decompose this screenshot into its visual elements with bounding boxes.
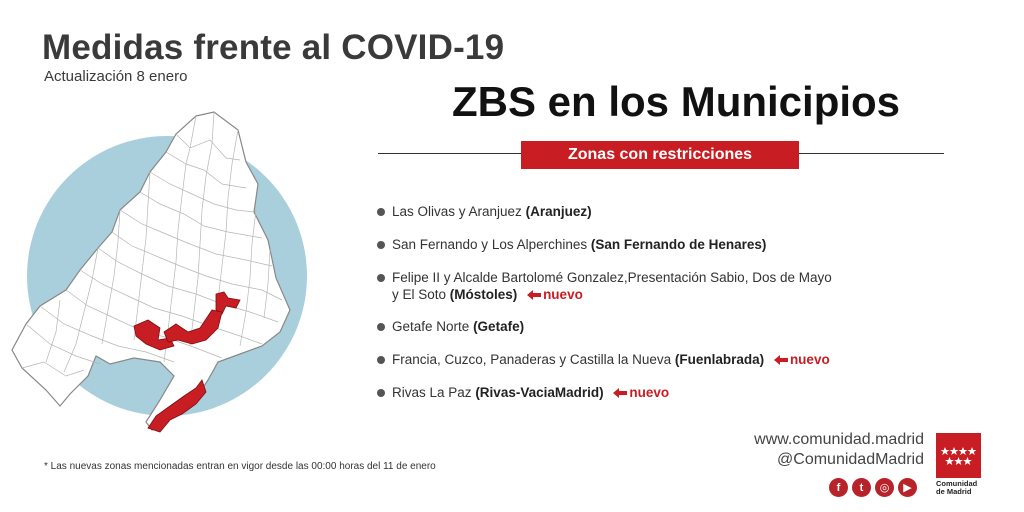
arrow-left-icon xyxy=(774,355,788,365)
new-label: nuevo xyxy=(543,287,583,302)
website-link[interactable]: www.comunidad.madrid xyxy=(754,431,924,448)
youtube-icon[interactable]: ▶ xyxy=(898,478,917,497)
new-label: nuevo xyxy=(789,352,830,367)
footnote: * Las nuevas zonas mencionadas entran en vigor desde las 00:00 horas del 11 de enero xyxy=(44,461,436,472)
zone-area: Rivas La Paz xyxy=(392,385,472,400)
zone-municipality: (Aranjuez) xyxy=(525,204,592,219)
bullet-icon xyxy=(377,356,385,364)
bullet-icon xyxy=(377,274,385,282)
stars-icon xyxy=(941,447,977,465)
zone-area-continued: y El Soto xyxy=(392,287,447,302)
bullet-icon xyxy=(377,389,385,397)
list-item xyxy=(376,318,896,335)
list-item xyxy=(376,269,896,303)
bullet-icon xyxy=(377,323,385,331)
zone-municipality: (Getafe) xyxy=(473,319,525,334)
zone-area: Francia, Cuzco, Panaderas y Castilla la Nueva xyxy=(392,352,672,367)
zone-municipality: (Rivas-VaciaMadrid) xyxy=(475,385,604,400)
madrid-region-map xyxy=(0,100,320,440)
zone-area: Felipe II y Alcalde Bartolomé Gonzalez,Presentación Sabio, Dos de Mayo xyxy=(392,270,832,285)
twitter-icon[interactable]: t xyxy=(852,478,871,497)
logo-line-2: de Madrid xyxy=(936,487,972,496)
social-links xyxy=(829,478,917,497)
arrow-left-icon xyxy=(613,388,627,398)
update-date: Actualización 8 enero xyxy=(44,68,188,85)
new-badge xyxy=(527,287,583,302)
list-item xyxy=(376,384,896,401)
zone-municipality: (San Fernando de Henares) xyxy=(590,237,767,252)
bullet-icon xyxy=(377,208,385,216)
page-title: Medidas frente al COVID-19 xyxy=(42,28,505,67)
flag-icon xyxy=(936,433,981,478)
social-handle[interactable]: @ComunidadMadrid xyxy=(777,451,924,468)
logo-line-1: Comunidad xyxy=(936,479,978,488)
instagram-icon[interactable]: ◎ xyxy=(875,478,894,497)
new-badge xyxy=(613,385,669,400)
bullet-icon xyxy=(377,241,385,249)
zone-municipality: (Fuenlabrada) xyxy=(674,352,765,367)
list-item xyxy=(376,203,896,220)
contact-block xyxy=(754,430,924,470)
zone-municipality: (Móstoles) xyxy=(449,287,518,302)
new-badge xyxy=(774,352,830,367)
zone-area: San Fernando y Los Alperchines xyxy=(392,237,588,252)
zone-area: Getafe Norte xyxy=(392,319,470,334)
zone-list xyxy=(376,203,896,417)
facebook-icon[interactable]: f xyxy=(829,478,848,497)
list-item xyxy=(376,236,896,253)
list-item xyxy=(376,351,896,368)
comunidad-madrid-logo xyxy=(936,433,982,496)
arrow-left-icon xyxy=(527,290,541,300)
logo-text xyxy=(936,480,982,496)
zone-area: Las Olivas y Aranjuez xyxy=(392,204,522,219)
section-heading: ZBS en los Municipios xyxy=(452,78,901,125)
restrictions-badge: Zonas con restricciones xyxy=(521,141,799,169)
new-label: nuevo xyxy=(629,385,670,400)
